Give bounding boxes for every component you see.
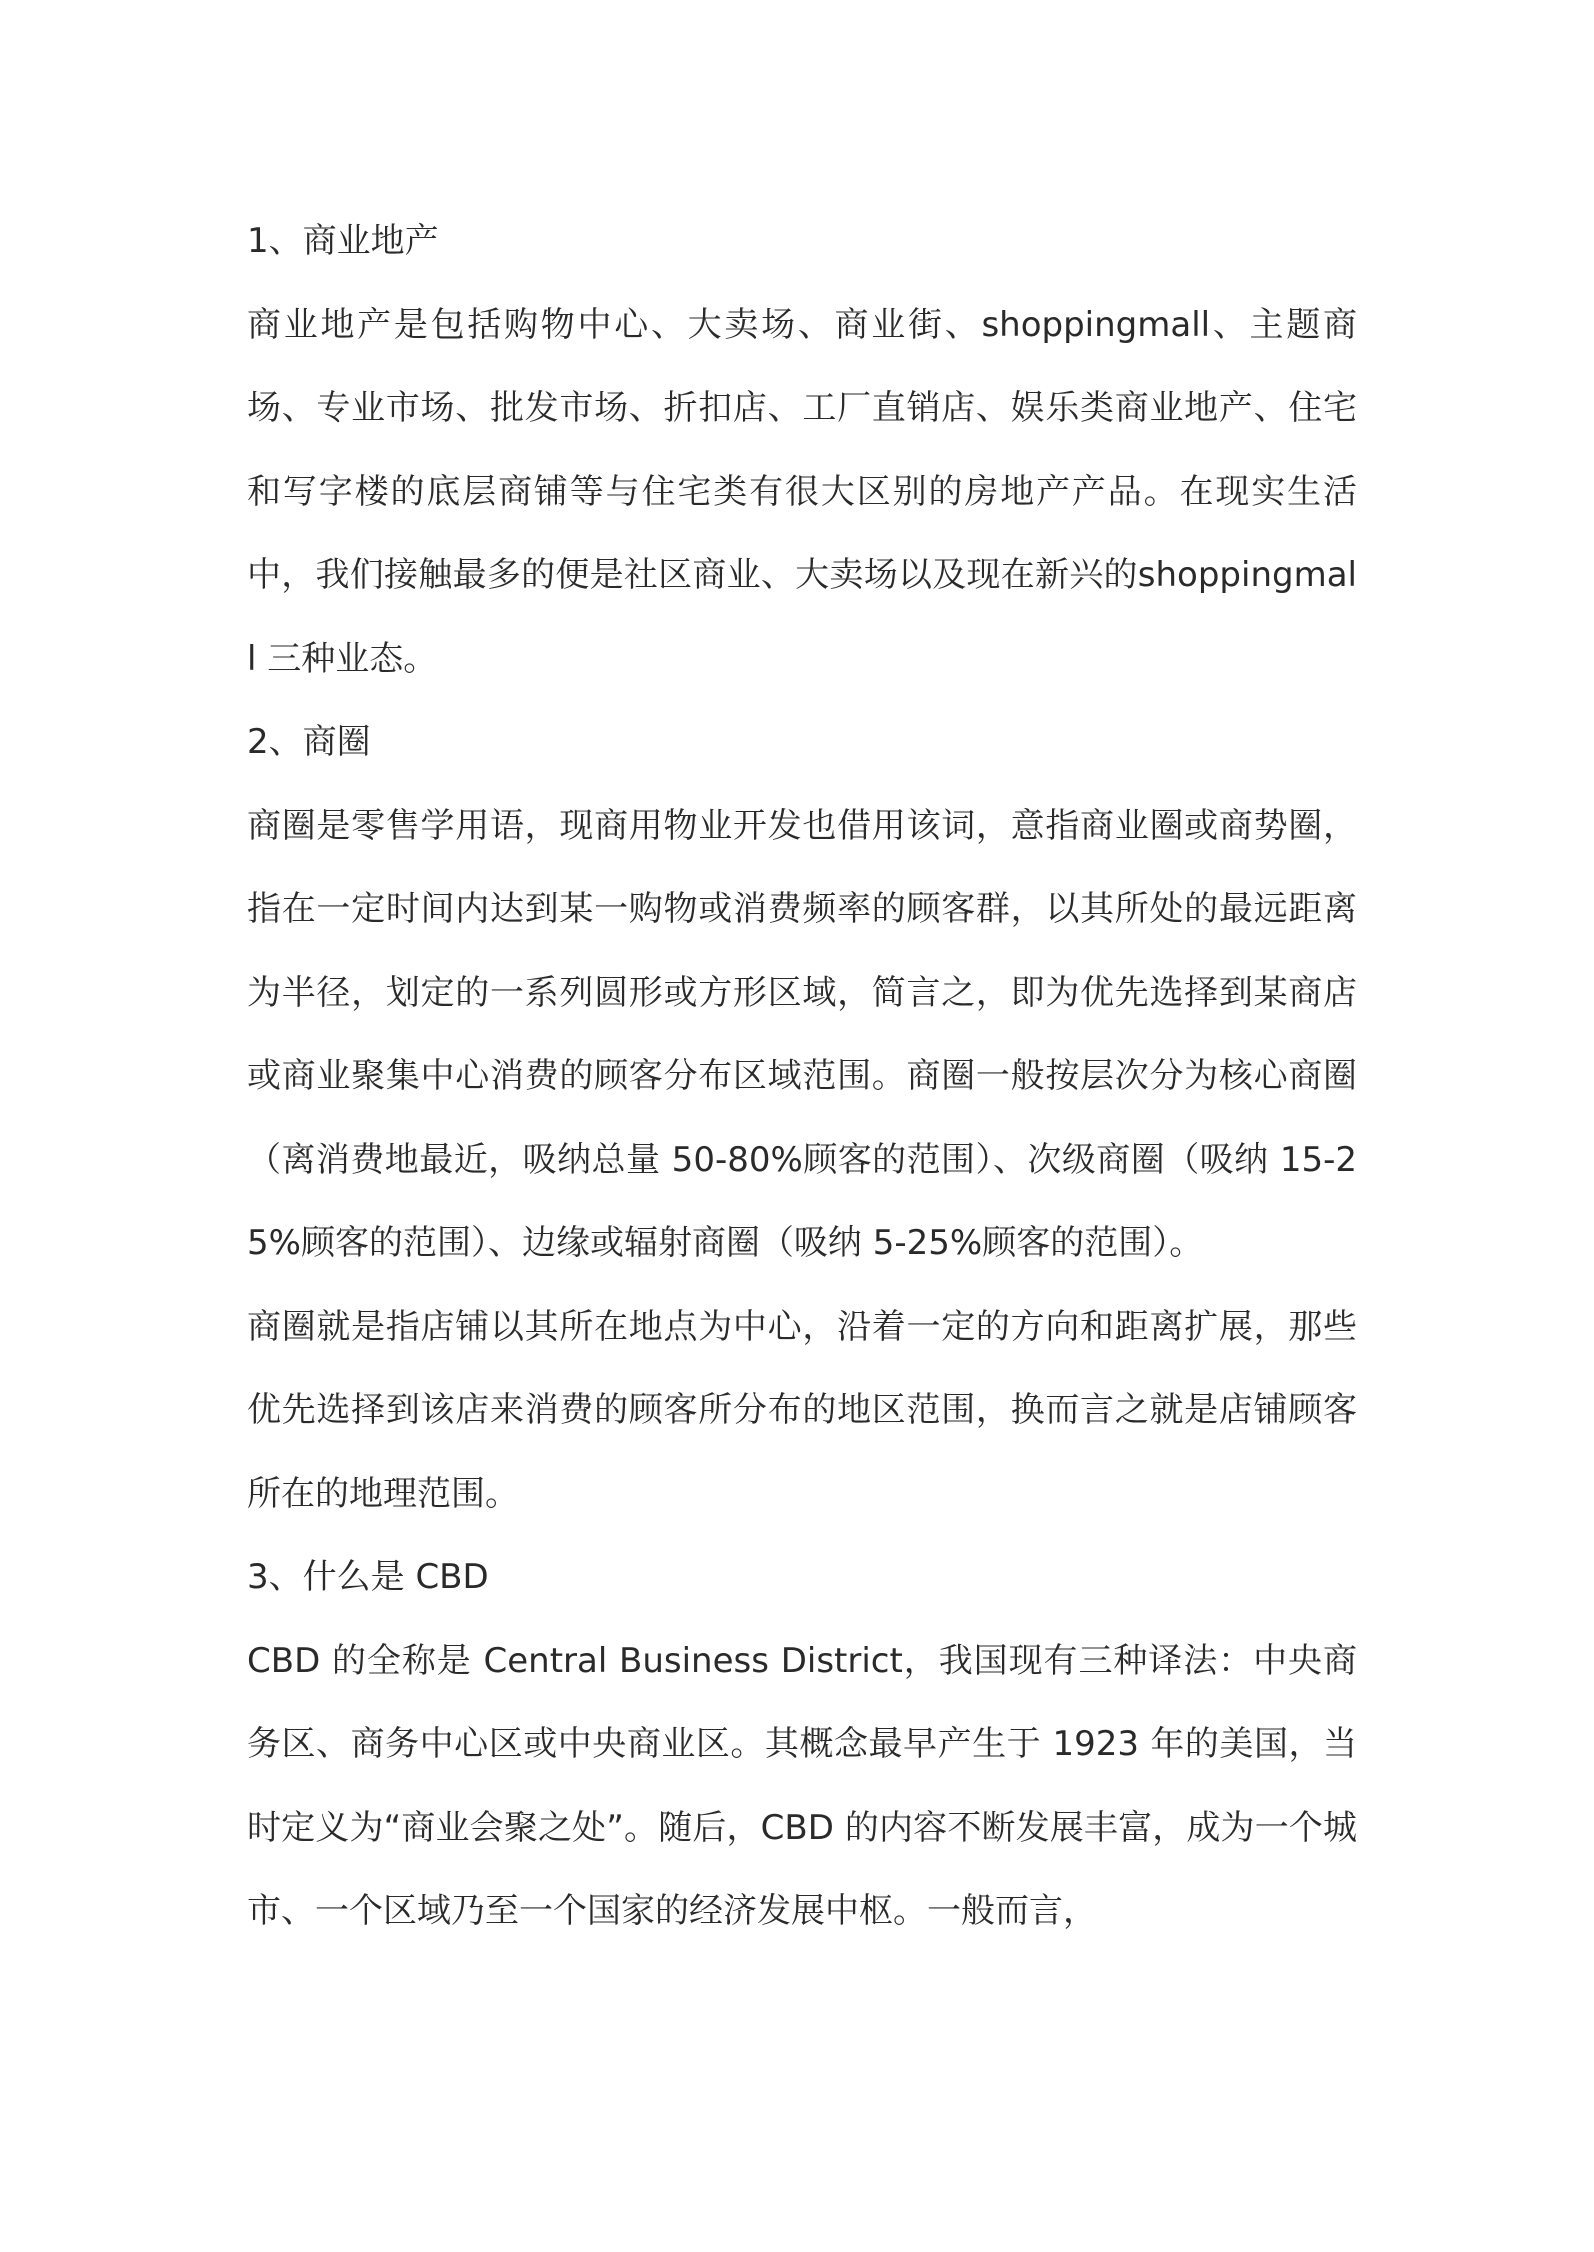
section-heading: 2、商圈 bbox=[247, 722, 371, 762]
paragraph: 商业地产是包括购物中心、大卖场、商业街、shoppingmall、主题商场、专业市场、批发市场、折扣店、工厂直销店、娱乐类商业地产、住宅和写字楼的底层商铺等与住宅类有很大区别的房地产产品。在现实生活中，我们接触最多的便是社区商业、大卖场以及现在新兴的shoppingmall 三种业态。 bbox=[247, 304, 1357, 679]
paragraph: CBD 的全称是 Central Business District，我国现有三种译法：中央商务区、商务中心区或中央商业区。其概念最早产生于 1923 年的美国，当时定义为“商业会聚之处”。随后，CBD 的内容不断发展丰富，成为一个城市、一个区域乃至一个国家的经济发展中枢。一般而言， bbox=[247, 1640, 1357, 1931]
paragraph: 商圈是零售学用语，现商用物业开发也借用该词，意指商业圈或商势圈，指在一定时间内达到某一购物或消费频率的顾客群，以其所处的最远距离为半径，划定的一系列圆形或方形区域，简言之，即为优先选择到某商店或商业聚集中心消费的顾客分布区域范围。商圈一般按层次分为核心商圈（离消费地最近，吸纳总量 50-80%顾客的范围）、次级商圈（吸纳 15-25%顾客的范围）、边缘或辐射商圈（吸纳 5-25%顾客的范围）。 bbox=[247, 805, 1357, 1263]
section-commercial-real-estate bbox=[247, 200, 1357, 701]
section-business-district bbox=[247, 701, 1357, 1536]
section-heading: 3、什么是 CBD bbox=[247, 1557, 489, 1597]
document-body bbox=[247, 200, 1357, 1954]
paragraph: 商圈就是指店铺以其所在地点为中心，沿着一定的方向和距离扩展，那些优先选择到该店来消费的顾客所分布的地区范围，换而言之就是店铺顾客所在的地理范围。 bbox=[247, 1306, 1357, 1514]
section-heading: 1、商业地产 bbox=[247, 221, 439, 261]
section-cbd bbox=[247, 1536, 1357, 1954]
